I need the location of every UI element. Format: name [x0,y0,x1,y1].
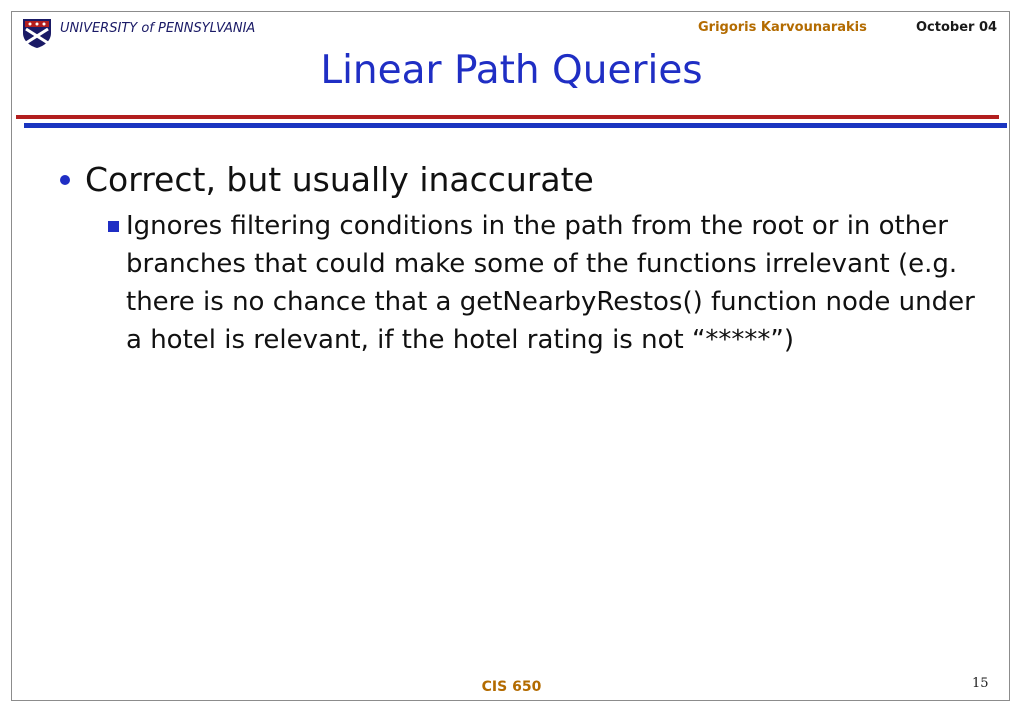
bullet-dot-icon [60,175,70,185]
title-rule-blue [24,123,1007,128]
author-name: Grigoris Karvounarakis [698,20,867,35]
bullet-text: Correct, but usually inaccurate [85,160,594,199]
slide-date: October 04 [916,20,998,35]
course-code: CIS 650 [481,679,542,695]
title-rule-red [16,115,999,119]
page-number: 15 [972,676,989,691]
university-seal-icon [20,17,54,49]
slide-title: Linear Path Queries [320,48,703,93]
square-bullet-icon [108,221,119,232]
university-name: UNIVERSITY of PENNSYLVANIA [60,21,256,36]
bullet-level-2: Ignores filtering conditions in the path from the root or in other branches that could make some of the functions irrelevant (e.g. there is no chance that a getNearbyRestos() function node under a hotel is relevant, if the hotel rating is not “*****”) [126,211,975,355]
